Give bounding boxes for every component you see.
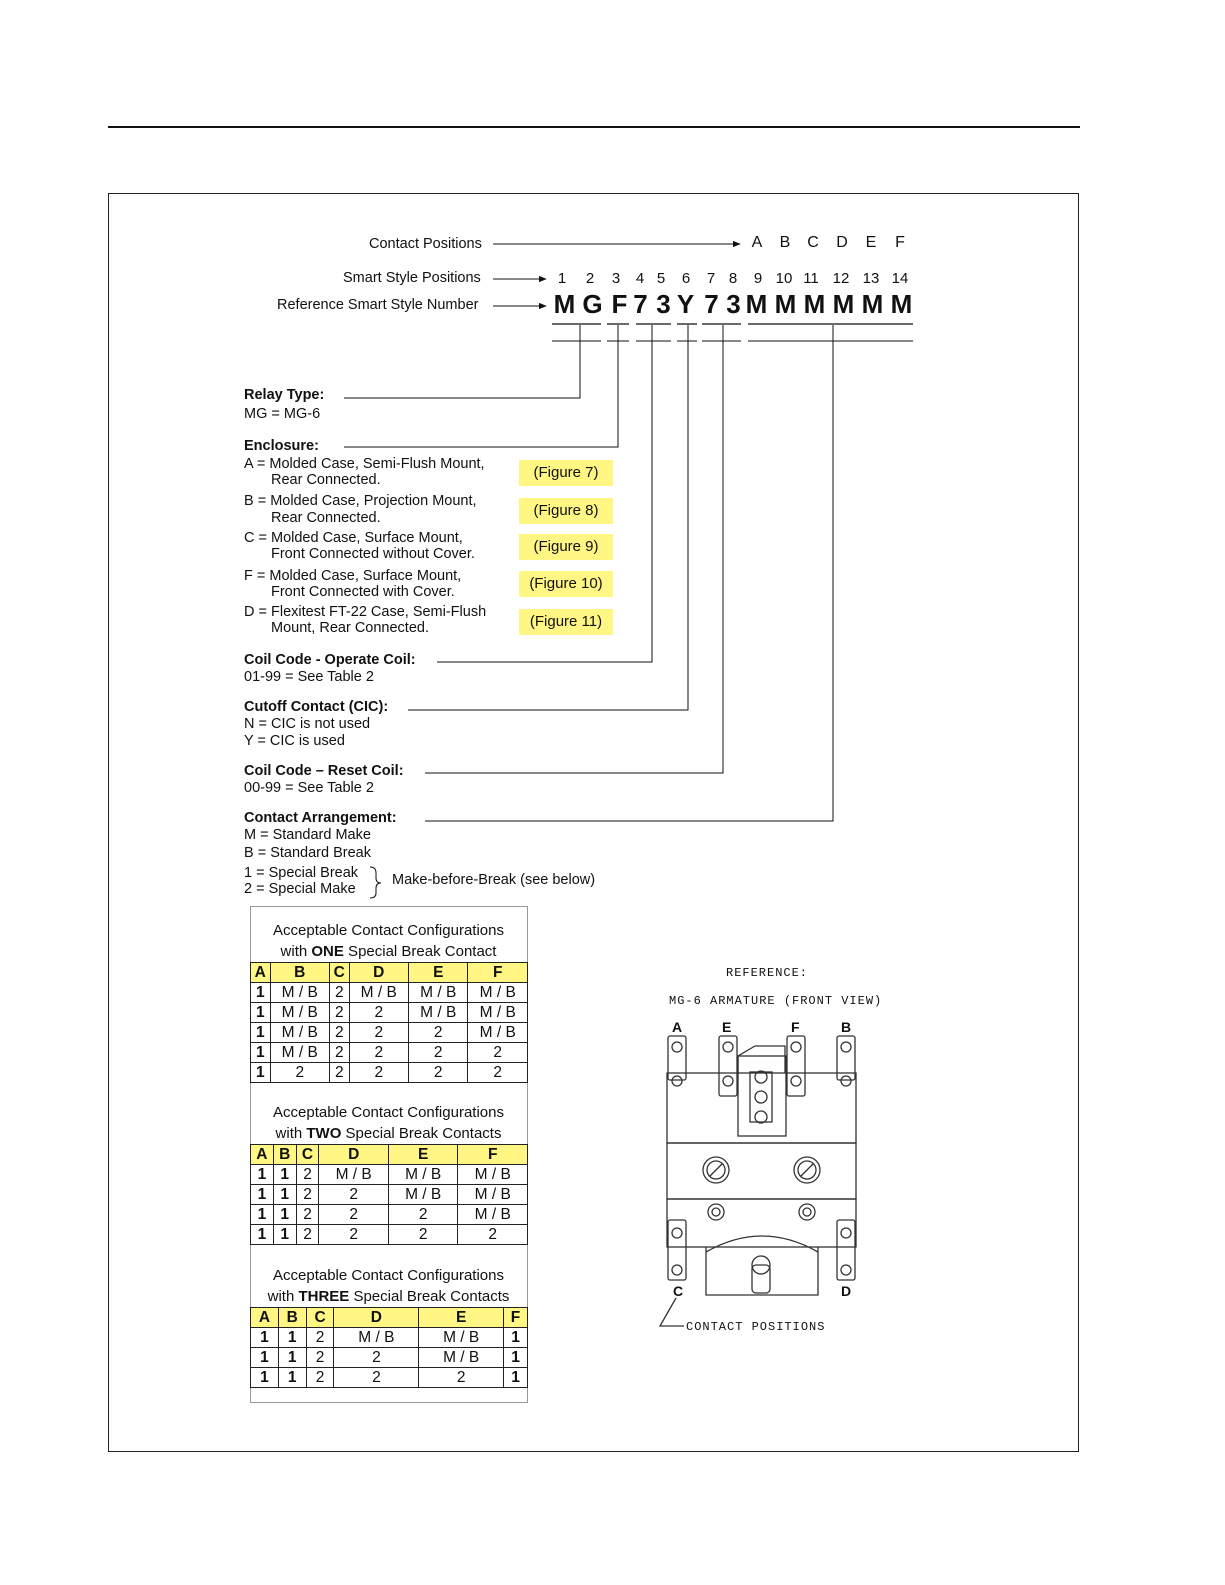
- enclosure-c-line2: Front Connected without Cover.: [271, 546, 475, 562]
- style-char-13: M: [861, 289, 884, 319]
- table-cell: 2: [296, 1225, 319, 1245]
- table-cell: 2: [306, 1328, 334, 1348]
- table-header-cell: F: [468, 963, 528, 983]
- table-cell: 1: [278, 1368, 306, 1388]
- style-char-1: M: [553, 289, 576, 319]
- contact-positions-label: Contact Positions: [369, 236, 482, 252]
- enclosure-f-line1: F = Molded Case, Surface Mount,: [244, 568, 462, 584]
- table-cell: M / B: [270, 983, 329, 1003]
- position-number-9: 9: [753, 270, 763, 287]
- contact-arrangement-2: 2 = Special Make: [244, 881, 356, 897]
- contact-letter-6: F: [895, 234, 905, 251]
- style-char-5: 3: [656, 289, 671, 319]
- enclosure-a-line1: A = Molded Case, Semi-Flush Mount,: [244, 456, 485, 472]
- table-cell: M / B: [409, 983, 468, 1003]
- table-cell: 2: [334, 1368, 419, 1388]
- coil-operate-line: 01-99 = See Table 2: [244, 669, 374, 685]
- armature-letter-f: F: [791, 1019, 800, 1035]
- table-header-cell: D: [334, 1308, 419, 1328]
- figure-8-badge: (Figure 8): [519, 498, 613, 524]
- table-header-cell: E: [409, 963, 468, 983]
- position-number-4: 4: [635, 270, 645, 287]
- table-cell: 1: [504, 1328, 528, 1348]
- style-char-6: Y: [676, 289, 695, 319]
- armature-caption: CONTACT POSITIONS: [686, 1320, 826, 1334]
- table1-caption1: Acceptable Contact Configurations: [273, 922, 504, 939]
- table-cell: 2: [349, 1043, 408, 1063]
- contact-letter-2: B: [779, 234, 791, 251]
- table-cell: 2: [419, 1368, 504, 1388]
- table-cell: 2: [296, 1165, 319, 1185]
- make-before-break-note: Make-before-Break (see below): [392, 872, 596, 888]
- style-char-2: G: [582, 289, 603, 319]
- table-cell: 1: [273, 1225, 296, 1245]
- table-cell: 2: [296, 1185, 319, 1205]
- table-cell: 1: [273, 1165, 296, 1185]
- table-header-cell: A: [251, 963, 271, 983]
- style-char-8: 3: [726, 289, 741, 319]
- coil-reset-line: 00-99 = See Table 2: [244, 780, 374, 796]
- table-cell: M / B: [349, 983, 408, 1003]
- table-header-cell: D: [349, 963, 408, 983]
- table-header-cell: B: [278, 1308, 306, 1328]
- table-cell: 2: [349, 1023, 408, 1043]
- table-cell: 1: [278, 1328, 306, 1348]
- table-cell: 1: [251, 1023, 271, 1043]
- contact-letter-4: D: [836, 234, 848, 251]
- table-cell: 1: [251, 1063, 271, 1083]
- table-header-cell: B: [270, 963, 329, 983]
- table-header-cell: E: [419, 1308, 504, 1328]
- table-header-cell: E: [388, 1145, 458, 1165]
- armature-letter-d: D: [841, 1283, 852, 1299]
- table-header-cell: F: [504, 1308, 528, 1328]
- figure-10-badge: (Figure 10): [519, 571, 613, 597]
- contact-arrangement-m: M = Standard Make: [244, 827, 371, 843]
- table-cell: 1: [504, 1348, 528, 1368]
- table-header-cell: B: [273, 1145, 296, 1165]
- table-cell: M / B: [458, 1205, 528, 1225]
- table-cell: M / B: [458, 1165, 528, 1185]
- enclosure-b-line2: Rear Connected.: [271, 510, 381, 526]
- enclosure-d-line1: D = Flexitest FT-22 Case, Semi-Flush: [244, 604, 487, 620]
- armature-reference-label: REFERENCE:: [726, 966, 809, 980]
- style-char-12: M: [832, 289, 855, 319]
- style-char-9: M: [745, 289, 768, 319]
- table-cell: 2: [319, 1225, 389, 1245]
- position-number-1: 1: [557, 270, 567, 287]
- table2-caption1: Acceptable Contact Configurations: [273, 1104, 504, 1121]
- position-number-7: 7: [706, 270, 716, 287]
- table-cell: 1: [273, 1205, 296, 1225]
- position-number-8: 8: [728, 270, 738, 287]
- table-cell: 1: [278, 1348, 306, 1368]
- armature-letter-b: B: [841, 1019, 852, 1035]
- table-cell: 1: [251, 1043, 271, 1063]
- table-cell: M / B: [468, 1023, 528, 1043]
- table-cell: M / B: [468, 983, 528, 1003]
- table-cell: 1: [251, 983, 271, 1003]
- enclosure-a-line2: Rear Connected.: [271, 472, 381, 488]
- table-cell: 2: [388, 1205, 458, 1225]
- armature-letter-c: C: [673, 1283, 684, 1299]
- table-cell: 1: [251, 1328, 279, 1348]
- coil-reset-heading: Coil Code – Reset Coil:: [244, 763, 404, 779]
- table-cell: M / B: [319, 1165, 389, 1185]
- table2-caption2: with TWO Special Break Contacts: [275, 1125, 502, 1142]
- position-number-5: 5: [656, 270, 666, 287]
- table-cell: 2: [306, 1368, 334, 1388]
- table-cell: 1: [504, 1368, 528, 1388]
- table-cell: 2: [349, 1003, 408, 1023]
- table-cell: 1: [251, 1368, 279, 1388]
- cutoff-line-n: N = CIC is not used: [244, 716, 371, 732]
- figure-7-badge: (Figure 7): [519, 460, 613, 486]
- position-number-13: 13: [862, 270, 880, 287]
- table-cell: M / B: [388, 1185, 458, 1205]
- table-cell: M / B: [458, 1185, 528, 1205]
- table-header-cell: C: [296, 1145, 319, 1165]
- relay-type-heading: Relay Type:: [244, 387, 325, 403]
- enclosure-d-line2: Mount, Rear Connected.: [271, 620, 429, 636]
- table-cell: 2: [409, 1023, 468, 1043]
- position-number-6: 6: [681, 270, 691, 287]
- table-cell: M / B: [468, 1003, 528, 1023]
- contact-letter-3: C: [807, 234, 819, 251]
- table-cell: 1: [273, 1185, 296, 1205]
- table-cell: 2: [296, 1205, 319, 1225]
- table-header-cell: D: [319, 1145, 389, 1165]
- table-cell: 2: [270, 1063, 329, 1083]
- table-cell: 1: [251, 1185, 274, 1205]
- reference-number-label: Reference Smart Style Number: [277, 297, 479, 313]
- table1-caption2: with ONE Special Break Contact: [280, 943, 497, 960]
- armature-letter-e: E: [722, 1019, 732, 1035]
- figure-9-badge: (Figure 9): [519, 534, 613, 560]
- style-char-11: M: [803, 289, 826, 319]
- contact-letter-1: A: [751, 234, 763, 251]
- table-cell: 2: [388, 1225, 458, 1245]
- position-number-14: 14: [891, 270, 909, 287]
- table-cell: 1: [251, 1205, 274, 1225]
- table-cell: 2: [409, 1063, 468, 1083]
- table-cell: 2: [330, 1003, 350, 1023]
- table-cell: M / B: [419, 1348, 504, 1368]
- table-cell: 2: [468, 1063, 528, 1083]
- cutoff-heading: Cutoff Contact (CIC):: [244, 699, 389, 715]
- table-header-cell: A: [251, 1145, 274, 1165]
- table-header-cell: C: [330, 963, 350, 983]
- figure-11-badge: (Figure 11): [519, 609, 613, 635]
- table-cell: 1: [251, 1165, 274, 1185]
- cutoff-line-y: Y = CIC is used: [244, 733, 345, 749]
- enclosure-heading: Enclosure:: [244, 438, 319, 454]
- table-cell: 1: [251, 1225, 274, 1245]
- style-char-14: M: [890, 289, 913, 319]
- enclosure-c-line1: C = Molded Case, Surface Mount,: [244, 530, 463, 546]
- smart-style-positions-label: Smart Style Positions: [343, 270, 481, 286]
- style-char-4: 7: [633, 289, 648, 319]
- table-header-cell: A: [251, 1308, 279, 1328]
- table-cell: 2: [330, 1063, 350, 1083]
- contact-letter-5: E: [865, 234, 877, 251]
- table-cell: M / B: [409, 1003, 468, 1023]
- style-char-7: 7: [704, 289, 719, 319]
- table-cell: M / B: [270, 1003, 329, 1023]
- table-header-cell: C: [306, 1308, 334, 1328]
- table-cell: 2: [319, 1205, 389, 1225]
- position-number-2: 2: [585, 270, 595, 287]
- position-number-12: 12: [832, 270, 850, 287]
- style-char-10: M: [774, 289, 797, 319]
- coil-operate-heading: Coil Code - Operate Coil:: [244, 652, 416, 668]
- table-cell: 2: [319, 1185, 389, 1205]
- table-cell: 2: [330, 1023, 350, 1043]
- table-cell: 2: [330, 983, 350, 1003]
- table-cell: 2: [306, 1348, 334, 1368]
- table3-caption2: with THREE Special Break Contacts: [267, 1288, 510, 1305]
- table-cell: M / B: [270, 1043, 329, 1063]
- table-cell: 2: [349, 1063, 408, 1083]
- table-cell: M / B: [388, 1165, 458, 1185]
- table-header-cell: F: [458, 1145, 528, 1165]
- contact-arrangement-b: B = Standard Break: [244, 845, 371, 861]
- table-cell: M / B: [334, 1328, 419, 1348]
- table-cell: 2: [458, 1225, 528, 1245]
- contact-arrangement-1: 1 = Special Break: [244, 865, 359, 881]
- style-char-3: F: [611, 289, 628, 319]
- armature-title: MG-6 ARMATURE (FRONT VIEW): [669, 994, 883, 1008]
- position-number-3: 3: [611, 270, 621, 287]
- table-cell: 2: [409, 1043, 468, 1063]
- position-number-10: 10: [775, 270, 793, 287]
- table-cell: 1: [251, 1348, 279, 1368]
- contact-arrangement-heading: Contact Arrangement:: [244, 810, 397, 826]
- enclosure-f-line2: Front Connected with Cover.: [271, 584, 455, 600]
- table-cell: 2: [334, 1348, 419, 1368]
- armature-letter-a: A: [672, 1019, 683, 1035]
- table-cell: 2: [468, 1043, 528, 1063]
- table-cell: M / B: [270, 1023, 329, 1043]
- table-cell: 2: [330, 1043, 350, 1063]
- relay-type-line: MG = MG-6: [244, 406, 321, 422]
- table3-caption1: Acceptable Contact Configurations: [273, 1267, 504, 1284]
- position-number-11: 11: [803, 270, 819, 287]
- table-cell: 1: [251, 1003, 271, 1023]
- table-cell: M / B: [419, 1328, 504, 1348]
- enclosure-b-line1: B = Molded Case, Projection Mount,: [244, 493, 477, 509]
